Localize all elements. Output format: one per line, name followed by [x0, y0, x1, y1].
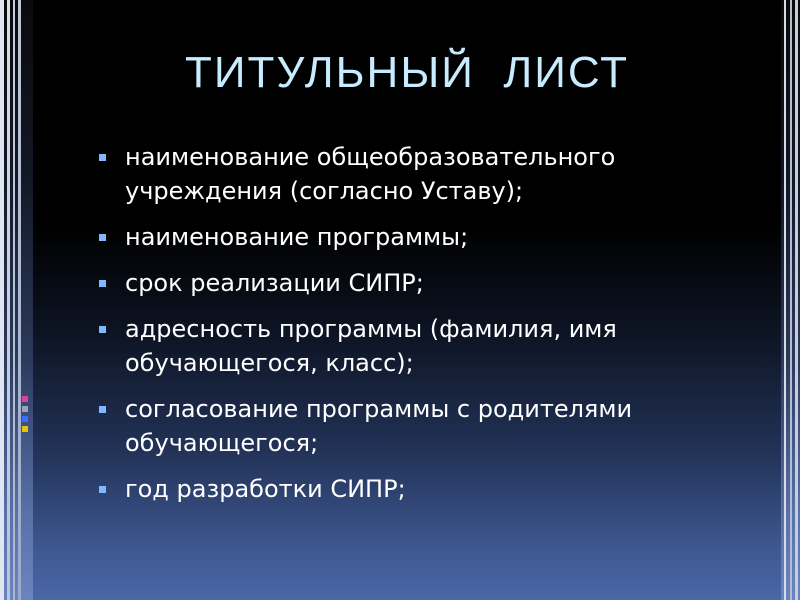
square-bullet-icon [99, 234, 106, 241]
bullet-text: наименование программы; [125, 223, 469, 251]
bullet-item [99, 312, 759, 380]
slide-content [33, 0, 781, 600]
bullet-text: адресность программы (фамилия, имя обучающегося, класс); [125, 315, 617, 377]
color-mark [22, 416, 28, 422]
slide-title: ТИТУЛЬНЫЙ ЛИСТ [184, 48, 630, 97]
bullet-item [99, 220, 759, 254]
bullet-text: срок реализации СИПР; [125, 269, 424, 297]
decorative-line [784, 0, 786, 600]
bullet-item [99, 266, 759, 300]
decorative-line [18, 0, 21, 600]
decorative-line [7, 0, 10, 600]
color-marks [22, 396, 28, 436]
square-bullet-icon [99, 486, 106, 493]
decorative-line [13, 0, 15, 600]
square-bullet-icon [99, 406, 106, 413]
right-decorative-strip [781, 0, 800, 600]
bullet-item [99, 140, 759, 208]
bullet-item [99, 472, 759, 506]
color-mark [22, 406, 28, 412]
bullet-text: наименование общеобразовательного учреждения (согласно Уставу); [125, 143, 616, 205]
color-mark [22, 426, 28, 432]
bullet-item [99, 392, 759, 460]
square-bullet-icon [99, 326, 106, 333]
bullet-list [99, 140, 759, 518]
decorative-line [790, 0, 792, 600]
left-decorative-strip [0, 0, 33, 600]
bullet-text: согласование программы с родителями обучающегося; [125, 395, 633, 457]
decorative-line [795, 0, 798, 600]
bullet-text: год разработки СИПР; [125, 475, 406, 503]
decorative-line [0, 0, 4, 600]
square-bullet-icon [99, 280, 106, 287]
color-mark [22, 396, 28, 402]
square-bullet-icon [99, 154, 106, 161]
